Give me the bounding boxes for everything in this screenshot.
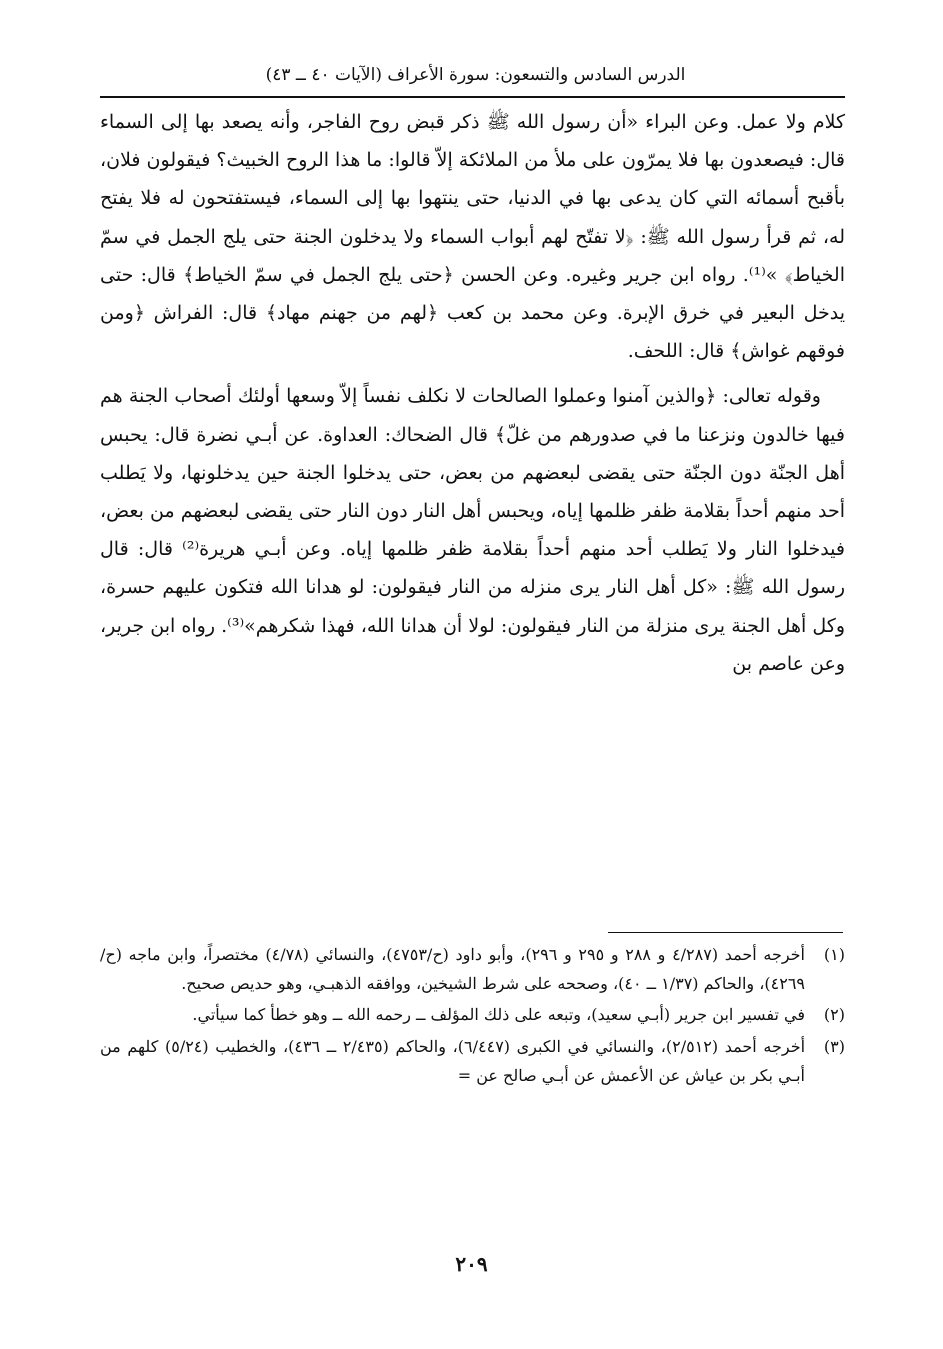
footnote-text: أخرجه أحمد (٤/٢٨٧ و ٢٨٨ و ٢٩٥ و ٢٩٦)، وأبو داود (ح/٤٧٥٣)، والنسائي (٤/٧٨) مختصراً، وابن ماجه (ح/٤٢٦٩)، والحاكم (١/٣٧ ــ ٤٠)، وصححه على شرط الشيخين، ووافقه الذهبـي، وهو حديص صحيح. (100, 945, 806, 994)
main-text (100, 103, 845, 683)
footnote-number: (٣) (823, 1036, 845, 1056)
paragraph: كلام ولا عمل. وعن البراء «أن رسول الله ﷺ ذكر قبض روح الفاجر، وأنه يصعد بها إلى السماء قال: فيصعدون بها فلا يمرّون على ملأ من الملائكة إلاّ قالوا: ما هذا الروح الخبيث؟ فيقولون فلان، بأقبح أسمائه التي كان يدعى بها في الدنيا، حتى ينتهوا بها إلى السماء، فيستفتحون له فلا يفتح له، ثم قرأ رسول الله ﷺ: ﴿لا تفتّح لهم أبواب السماء ولا يدخلون الجنة حتى يلج الجمل في سمّ الخياط﴾ »⁽¹⁾. رواه ابن جرير وغيره. وعن الحسن ﴿حتى يلج الجمل في سمّ الخياط﴾ قال: حتى يدخل البعير في خرق الإبرة. وعن محمد بن كعب ﴿لهم من جهنم مهاد﴾ قال: الفراش ﴿ومن فوقهم غواش﴾ قال: اللحف. (100, 111, 845, 363)
page-number: ٢٠٩ (455, 1252, 488, 1276)
header-divider (100, 96, 845, 98)
footnote (100, 1000, 845, 1029)
running-header: الدرس السادس والتسعون: سورة الأعراف (الآيات ٤٠ ــ ٤٣) (265, 65, 686, 85)
footnote-number: (١) (823, 945, 845, 964)
footnote-number: (٢) (823, 1005, 845, 1025)
footnote (100, 940, 845, 998)
footnote-text: في تفسير ابن جرير (أبـي سعيد)، وتبعه على ذلك المؤلف ــ رحمه الله ــ وهو خطأ كما سيأتي. (192, 1005, 805, 1025)
footnote-divider (608, 932, 843, 933)
footnote-text: أخرجه أحمد (٢/٥١٢)، والنسائي في الكبرى (٦/٤٤٧)، والحاكم (٢/٤٣٥ ــ ٤٣٦)، والخطيب (٥/٢٤) كلهم من أبـي بكر بن عياش عن الأعمش عن أبـي صالح عن = (100, 1036, 806, 1085)
footnotes (100, 940, 845, 1092)
footnote (100, 1032, 845, 1090)
paragraph: وقوله تعالى: ﴿والذين آمنوا وعملوا الصالحات لا نكلف نفساً إلاّ وسعها أولئك أصحاب الجنة هم فيها خالدون ونزعنا ما في صدورهم من غلّ﴾ قال الضحاك: العداوة. عن أبـي نضرة قال: يحبس أهل الجنّة دون الجنّة حتى يقضى لبعضهم من بعض، حتى يدخلوا الجنة حين يدخلونها، ولا يَطلب أحد منهم أحداً بقلامة ظفر ظلمها إياه، ويحبس أهل النار دون النار حتى يقضى لبعضهم من بعض، فيدخلوا النار ولا يَطلب أحد منهم أحداً بقلامة ظفر ظلمها إياه. وعن أبـي هريرة⁽²⁾ قال: قال رسول الله ﷺ: «كل أهل النار يرى منزله من النار فيقولون: لو هدانا الله فتكون عليهم حسرة، وكل أهل الجنة يرى منزلة من النار فيقولون: لولا أن هدانا الله، فهذا شكرهم»⁽³⁾. رواه ابن جرير، وعن عاصم بن (100, 385, 846, 675)
